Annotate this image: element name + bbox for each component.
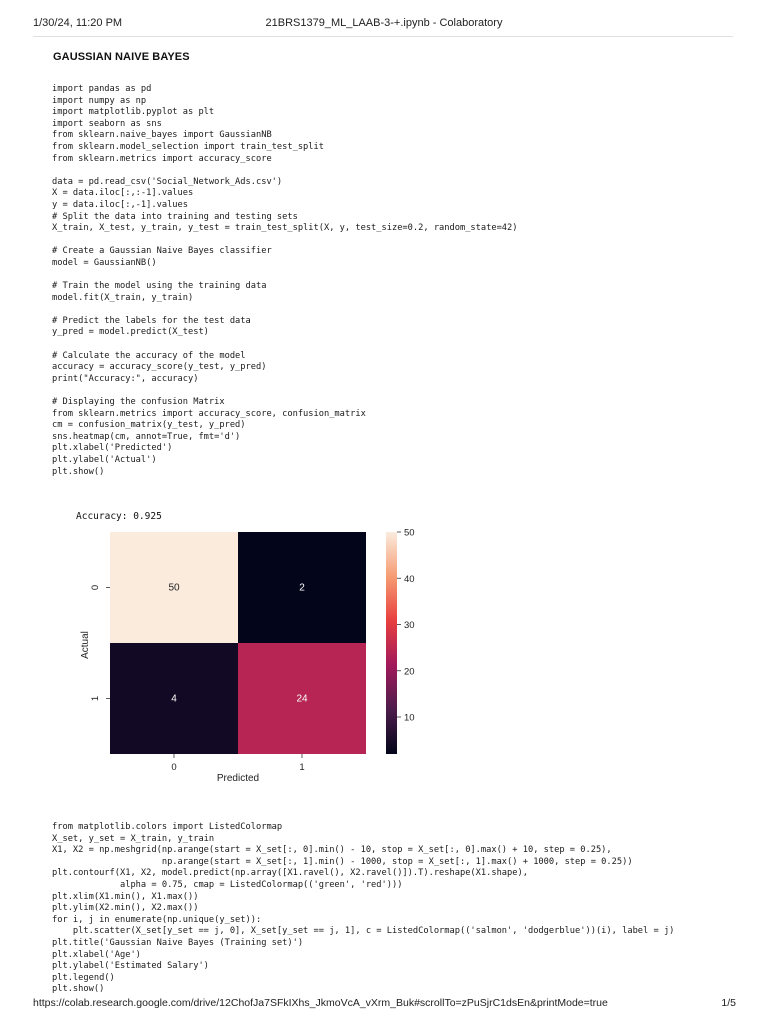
print-datetime: 1/30/24, 11:20 PM	[33, 17, 123, 29]
y-axis-label: Actual	[80, 631, 91, 659]
x-tick-label: 1	[299, 762, 305, 773]
y-tick-label: 0	[90, 584, 101, 591]
x-axis-ticks	[171, 754, 304, 773]
colorbar-tick-label: 40	[404, 573, 415, 585]
colorbar-tick-label: 30	[404, 620, 415, 631]
heatmap-cell-value: 4	[171, 693, 177, 705]
colorbar-tick-label: 50	[404, 527, 415, 539]
colorbar-tick-label: 10	[404, 712, 415, 724]
header-divider	[33, 36, 733, 37]
code-cell-2[interactable]: from matplotlib.colors import ListedColormap X_set, y_set = X_train, y_train X1, X2 = np.meshgrid(np.arange(start = X_set[:, 0].min() - 10, stop = X_set[:, 0].max() + 10, step = 0.25), np.arange(start = X_set[:, 1].min() - 1000, stop = X_set[:, 1].max() + 1000, step = 0.25)) plt.contourf(X1, X2, model.predict(np.array([X1.ravel(), X2.ravel()]).T).reshape(X1.shape), alpha = 0.75, cmap = ListedColormap(('green', 'red'))) plt.xlim(X1.min(), X1.max()) plt.ylim(X2.min(), X2.max()) for i, j in enumerate(np.unique(y_set)): plt.scatter(X_set[y_set == j, 0], X_set[y_set == j, 1], c = ListedColormap(('salmon', 'dodgerblue'))(i), label = j) plt.title('Gaussian Naive Bayes (Training set)') plt.xlabel('Age') plt.ylabel('Estimated Salary') plt.legend() plt.show()	[52, 822, 675, 995]
colorbar-tick-label: 20	[404, 666, 415, 678]
section-title: GAUSSIAN NAIVE BAYES	[53, 51, 190, 63]
heatmap-cell-value: 24	[296, 693, 308, 705]
colorbar-ticks	[397, 528, 415, 724]
x-tick-label: 0	[171, 762, 177, 773]
x-axis-label: Predicted	[216, 773, 260, 784]
heatmap-cell-value: 50	[168, 582, 180, 594]
colorbar	[386, 532, 397, 754]
code-cell-1[interactable]: import pandas as pd import numpy as np import matplotlib.pyplot as plt import seaborn as sns from sklearn.naive_bayes import GaussianNB from sklearn.model_selection import train_test_split from sklearn.metrics import accuracy_score data = pd.read_csv('Social_Network_Ads.csv') X = data.iloc[:,:-1].values y = data.iloc[:,-1].values # Split the data into training and testing sets X_train, X_test, y_train, y_test = train_test_split(X, y, test_size=0.2, random_state=42) # Create a Gaussian Naive Bayes classifier model = GaussianNB() # Train the model using the training data model.fit(X_train, y_train) # Predict the labels for the test data y_pred = model.predict(X_test) # Calculate the accuracy of the model accuracy = accuracy_score(y_test, y_pred) print("Accuracy:", accuracy) # Displaying the confusion Matrix from sklearn.metrics import accuracy_score, confusion_matrix cm = confusion_matrix(y_test, y_pred) sns.heatmap(cm, annot=True, fmt='d') plt.xlabel('Predicted') plt.ylabel('Actual') plt.show()	[52, 84, 518, 477]
page-url: https://colab.research.google.com/drive/12ChofJa7SFkIXhs_JkmoVcA_vXrm_Buk#scrollTo=zPuSjrC1dsEn&printMode=true	[33, 997, 608, 1009]
confusion-matrix-heatmap	[70, 520, 430, 790]
heatmap-cells	[110, 532, 366, 754]
y-axis-ticks	[90, 585, 110, 701]
document-title: 21BRS1379_ML_LAAB-3-+.ipynb - Colaboratory	[265, 17, 503, 29]
accuracy-output: Accuracy: 0.925	[76, 511, 162, 522]
page-number: 1/5	[721, 997, 736, 1009]
heatmap-cell-value: 2	[299, 582, 305, 594]
y-tick-label: 1	[90, 695, 101, 702]
